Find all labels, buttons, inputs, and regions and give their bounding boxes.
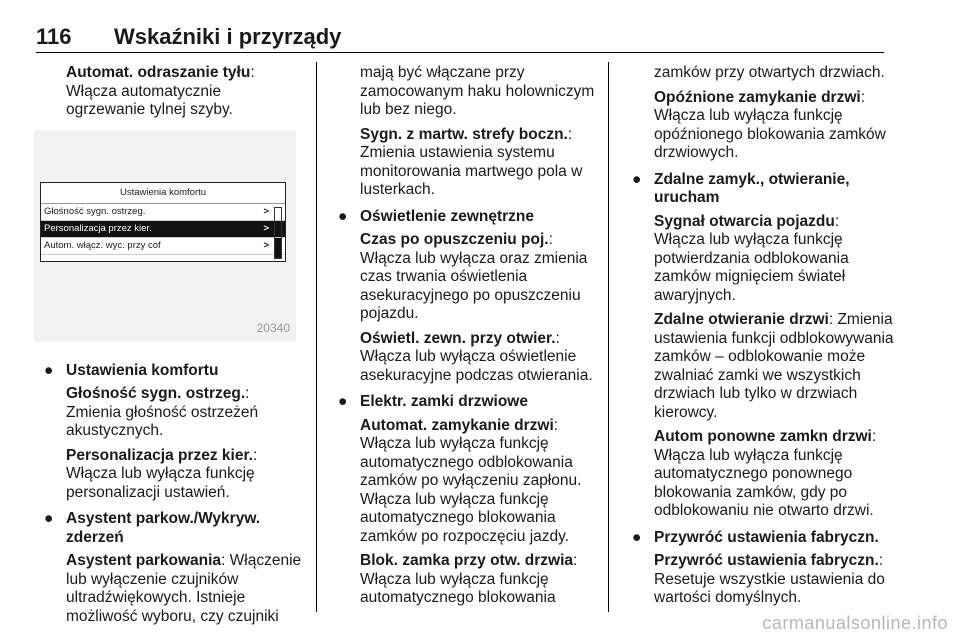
paragraph: Automat. zamykanie drzwi: Włącza lub wyłącza funkcję automatycznego odblokowania zamków po wyłączeniu zapłonu. Włącza lub wyłącza funkcję automatycznego blokowania zamków po rozpoczęciu jazdy. [360, 416, 582, 545]
page-number: 116 [36, 24, 72, 49]
comfort-settings-screen [40, 182, 286, 262]
paragraph: Blok. zamka przy otw. drzwia: Włącza lub wyłącza funkcję automatycznego blokowania [360, 552, 578, 606]
watermark: carmanualsonline.info [762, 613, 948, 633]
menu-row: Głośność sygn. ostrzeg. > [41, 204, 285, 221]
paragraph: Oświetl. zewn. przy otwier.: Włącza lub wyłącza oświetlenie asekuracyjne podczas otwierania. [360, 329, 593, 384]
bullet-icon: ● [338, 393, 348, 410]
page-title: Wskaźniki i przyrządy [114, 24, 342, 49]
bullet-heading: ● Oświetlenie zewnętrzne [338, 207, 534, 225]
bullet-icon: ● [632, 170, 642, 188]
column-divider-1 [316, 62, 317, 612]
chevron-right-icon: > [263, 239, 269, 251]
page-header [36, 24, 341, 50]
paragraph: Sygnał otwarcia pojazdu: Włącza lub wyłącza funkcję potwierdzania odblokowania zamków mignięciem świateł awaryjnych. [654, 212, 849, 304]
paragraph: Sygn. z martw. strefy boczn.: Zmienia ustawienia systemu monitorowania martwego pola w lusterkach. [360, 125, 583, 198]
bullet-heading: ● Zdalne zamyk., otwieranie, urucham [632, 170, 850, 206]
bullet-icon: ● [338, 207, 348, 225]
screen-title: Ustawienia komfortu [41, 183, 285, 204]
scrollbar [274, 207, 282, 259]
figure-screen [34, 130, 296, 342]
paragraph: Opóźnione zamykanie drzwi: Włącza lub wyłącza funkcję opóźnionego blokowania zamków drzwiowych. [654, 88, 886, 161]
bullet-icon: ● [44, 361, 54, 379]
column-2 [338, 64, 600, 614]
paragraph: Przywróć ustawienia fabryczn.: Resetuje wszystkie ustawienia do wartości domyślnych. [654, 552, 885, 606]
chevron-right-icon: > [263, 222, 269, 234]
figure-code: 20340 [256, 321, 290, 335]
bullet-icon: ● [44, 510, 54, 527]
paragraph: Autom ponowne zamkn drzwi: Włącza lub wyłącza funkcję automatycznego ponownego blokowania zamków, gdy po odblokowaniu nie otwarto drzwi. [654, 428, 877, 519]
paragraph: mają być włączane przy zamocowanym haku holowniczym lub bez niego. [360, 64, 595, 118]
paragraph: Zdalne otwieranie drzwi: Zmienia ustawienia funkcji odblokowywania zamków – odblokowanie może zwalniać zamki we wszystkich drzwiach lub tylko w drzwiach kierowcy. [654, 311, 894, 421]
bullet-icon: ● [632, 528, 642, 546]
paragraph: Czas po opuszczeniu poj.: Włącza lub wyłącza oraz zmienia czas trwania oświetlenia asekuracyjnego po opuszczeniu pojazdu. [360, 231, 588, 322]
menu-row-selected: Personalizacja przez kier. > [41, 221, 285, 238]
column-divider-2 [608, 62, 609, 612]
paragraph: Asystent parkowania: Włączenie lub wyłączenie czujników ultradźwiękowych. Istnieje możliwość wyboru, czy czujniki [66, 552, 302, 625]
column-1 [44, 64, 304, 632]
paragraph: Automat. odraszanie tyłu: Włącza automatycznie ogrzewanie tylnej szyby. [66, 64, 255, 118]
bullet-heading: ● Elektr. zamki drzwiowe [338, 393, 528, 410]
bullet-heading: ● Przywróć ustawienia fabryczn. [632, 528, 879, 546]
scrollbar-thumb [275, 238, 281, 258]
column-3 [632, 64, 894, 614]
paragraph: zamków przy otwartych drzwiach. [654, 64, 885, 81]
bullet-heading: ● Asystent parkow./Wykryw. zderzeń [44, 510, 261, 546]
paragraph: Głośność sygn. ostrzeg.: Zmienia głośność ostrzeżeń akustycznych. [66, 385, 259, 439]
menu-row: Autom. włącz. wyc. przy cof > [41, 238, 285, 255]
paragraph: Personalizacja przez kier.: Włącza lub wyłącza funkcję personalizacji ustawień. [66, 446, 258, 501]
chevron-right-icon: > [263, 205, 269, 217]
bullet-heading: ● Ustawienia komfortu [44, 361, 219, 379]
header-rule [36, 52, 884, 53]
